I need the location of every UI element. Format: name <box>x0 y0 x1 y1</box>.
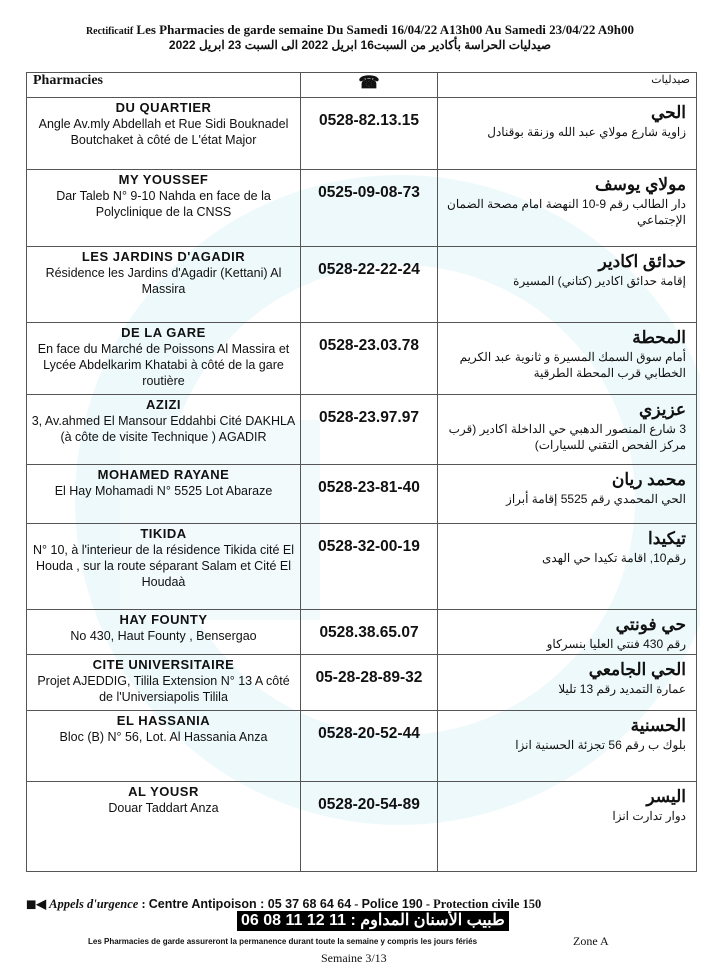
pharmacy-phone: 0528-32-00-19 <box>301 524 438 610</box>
pharmacy-phone: 0528-23.03.78 <box>301 323 438 395</box>
pharmacy-fr <box>27 782 301 872</box>
protection-civile: Protection civile 150 <box>433 897 542 911</box>
header-prefix: Rectificatif <box>85 26 134 37</box>
pharmacy-address-ar: رقم10, اقامة تكيدا حي الهدى <box>541 551 686 565</box>
emergency-calls: ◼◀︎ Appels d'urgence : Centre Antipoison : 05 37 68 64 64 - Police 190 - Protection civile 150 <box>26 897 542 911</box>
pharmacy-name-ar: المحطة <box>632 328 686 347</box>
pharmacy-name-ar: الحي <box>650 103 686 122</box>
week-label: Semaine 3/13 <box>321 951 387 965</box>
pharmacy-phone: 0525-09-08-73 <box>301 170 438 247</box>
pharmacy-ar <box>438 323 697 395</box>
pharmacy-name-ar: مولاي يوسف <box>595 175 686 194</box>
pharmacy-ar <box>438 170 697 247</box>
pharmacy-address-ar: أمام سوق السمك المسيرة و ثانوية عبد الكريم الخطابي قرب المحطة الطرقية <box>459 350 686 380</box>
pharmacy-name-ar: الحسنية <box>630 716 686 735</box>
pharmacy-address-fr: No 430, Haut Founty , Bensergao <box>70 629 257 643</box>
pharmacy-phone: 0528-20-52-44 <box>301 711 438 782</box>
pharmacy-ar <box>438 98 697 170</box>
pharmacy-phone: 0528-23-81-40 <box>301 465 438 524</box>
pharmacy-fr <box>27 323 301 395</box>
header-title <box>0 22 720 38</box>
pharmacy-name-fr: AL YOUSR <box>128 784 199 799</box>
table-row <box>27 524 697 610</box>
pharmacy-ar <box>438 524 697 610</box>
table-row <box>27 610 697 655</box>
pharmacy-address-fr: Douar Taddart Anza <box>108 801 219 815</box>
pharmacy-address-ar: دار الطالب رقم 9-10 النهضة امام مصحة الضمان الإجتماعي <box>447 197 686 227</box>
pharmacy-name-fr: MY YOUSSEF <box>118 172 209 187</box>
pharmacy-address-ar: زاوية شارع مولاي عبد الله وزنقة بوقنادل <box>487 125 686 139</box>
column-header-ar: صيدليات <box>438 73 697 98</box>
table-row <box>27 170 697 247</box>
table-header-row <box>27 73 697 98</box>
pharmacy-name-ar: حدائق اكادير <box>598 252 686 271</box>
dentist-on-duty: طبيب الأسنان المداوم : 11 12 11 08 06 <box>237 911 509 931</box>
pharmacy-name-fr: AZIZI <box>146 397 181 412</box>
pharmacy-name-fr: DU QUARTIER <box>115 100 212 115</box>
pharmacy-address-ar: الحي المحمدي رقم 5525 إقامة أبراز <box>506 492 686 506</box>
pharmacy-name-fr: TIKIDA <box>140 526 187 541</box>
pharmacy-name-fr: HAY FOUNTY <box>119 612 208 627</box>
pharmacy-fr <box>27 247 301 323</box>
pharmacy-name-fr: CITE UNIVERSITAIRE <box>92 657 235 672</box>
pharmacy-phone: 0528.38.65.07 <box>301 610 438 655</box>
pharmacy-fr <box>27 170 301 247</box>
table-row <box>27 711 697 782</box>
pharmacy-address-fr: Bloc (B) N° 56, Lot. Al Hassania Anza <box>59 730 268 744</box>
pharmacy-name-fr: DE LA GARE <box>121 325 206 340</box>
pharmacy-table <box>26 72 697 872</box>
pharmacy-fr <box>27 465 301 524</box>
pharmacy-fr <box>27 655 301 711</box>
pharmacy-fr <box>27 395 301 465</box>
pharmacy-ar <box>438 711 697 782</box>
pharmacy-address-ar: عمارة التمديد رقم 13 تليلا <box>558 682 686 696</box>
pharmacy-phone: 0528-20-54-89 <box>301 782 438 872</box>
pharmacy-name-fr: EL HASSANIA <box>116 713 211 728</box>
pharmacy-ar <box>438 465 697 524</box>
pharmacy-address-fr: N° 10, à l'interieur de la résidence Tikida cité El Houda , sur la route séparant Salam et Cité El Houdaà <box>33 543 294 589</box>
pharmacy-name-fr: LES JARDINS D'AGADIR <box>81 249 246 264</box>
pharmacy-address-fr: 3, Av.ahmed El Mansour Eddahbi Cité DAKHLA (à côte de visite Technique ) AGADIR <box>31 414 296 444</box>
pharmacy-phone: 0528-22-22-24 <box>301 247 438 323</box>
pharmacy-address-fr: Angle Av.mly Abdellah et Rue Sidi Bouknadel Boutchaket à côté de L'état Major <box>38 117 289 147</box>
pharmacy-fr <box>27 610 301 655</box>
pharmacy-address-fr: Dar Taleb N° 9-10 Nahda en face de la Polyclinique de la CNSS <box>56 189 271 219</box>
pharmacy-ar <box>438 395 697 465</box>
pharmacy-fr <box>27 524 301 610</box>
pharmacy-address-ar: 3 شارع المنصور الدهبي حي الداخلة اكادير (قرب مركز الفحص التقني للسيارات) <box>448 422 686 452</box>
footer-note: Les Pharmacies de garde assureront la permanence durant toute la semaine y compris les jours fériés <box>88 937 478 946</box>
pharmacy-name-ar: عزيزي <box>639 400 686 419</box>
pharmacy-phone: 0528-23.97.97 <box>301 395 438 465</box>
pharmacy-fr <box>27 711 301 782</box>
pharmacy-ar <box>438 247 697 323</box>
pharmacy-address-fr: El Hay Mohamadi N° 5525 Lot Abaraze <box>54 484 273 498</box>
antipoison: Centre Antipoison : 05 37 68 64 64 <box>148 897 352 911</box>
pharmacy-address-fr: Projet AJEDDIG, Tilila Extension N° 13 A côté de l'Universiapolis Tilila <box>37 674 290 704</box>
table-row <box>27 465 697 524</box>
police: Police 190 <box>361 897 423 911</box>
pharmacy-address-fr: En face du Marché de Poissons Al Massira et Lycée Abdelkarim Khatabi à côté de la gare routière <box>37 342 290 388</box>
table-row <box>27 782 697 872</box>
pharmacy-address-ar: بلوك ب رقم 56 تجزئة الحسنية انزا <box>515 738 686 752</box>
pharmacy-ar <box>438 655 697 711</box>
column-header-phone <box>301 73 438 98</box>
pharmacy-name-ar: اليسر <box>646 787 686 806</box>
pharmacy-name-ar: الحي الجامعي <box>588 660 686 679</box>
table-row <box>27 98 697 170</box>
urgence-label: Appels d'urgence <box>49 897 139 911</box>
pharmacy-phone: 0528-82.13.15 <box>301 98 438 170</box>
header-title-ar: صيدليات الحراسة بأكادير من السبت16 ابريل 2022 الى السبت 23 ابريل 2022 <box>168 38 552 52</box>
header-title-fr: Les Pharmacies de garde semaine Du Samedi 16/04/22 A13h00 Au Samedi 23/04/22 A9h00 <box>136 22 635 37</box>
table-row <box>27 323 697 395</box>
pharmacy-address-ar: دوار تدارت انزا <box>612 809 686 823</box>
pharmacy-fr <box>27 98 301 170</box>
pharmacy-ar <box>438 610 697 655</box>
telephone-icon: ☎ <box>358 73 380 92</box>
table-row <box>27 655 697 711</box>
table-row <box>27 395 697 465</box>
speaker-icon: ◼◀︎ <box>26 897 46 911</box>
pharmacy-name-ar: محمد ريان <box>611 470 686 489</box>
pharmacy-name-ar: تيكيدا <box>647 529 686 548</box>
table-row <box>27 247 697 323</box>
zone-label: Zone A <box>573 934 609 948</box>
pharmacy-address-ar: إقامة حدائق اكادير (كتاني) المسيرة <box>513 274 686 288</box>
pharmacy-name-ar: حي فونتي <box>615 615 686 634</box>
pharmacy-name-fr: MOHAMED RAYANE <box>97 467 230 482</box>
pharmacy-ar <box>438 782 697 872</box>
pharmacy-address-fr: Résidence les Jardins d'Agadir (Kettani) Al Massira <box>45 266 282 296</box>
pharmacy-address-ar: رقم 430 فنتي العليا بنسركاو <box>546 637 686 651</box>
pharmacy-phone: 05-28-28-89-32 <box>301 655 438 711</box>
column-header-pharmacies: Pharmacies <box>27 73 301 98</box>
